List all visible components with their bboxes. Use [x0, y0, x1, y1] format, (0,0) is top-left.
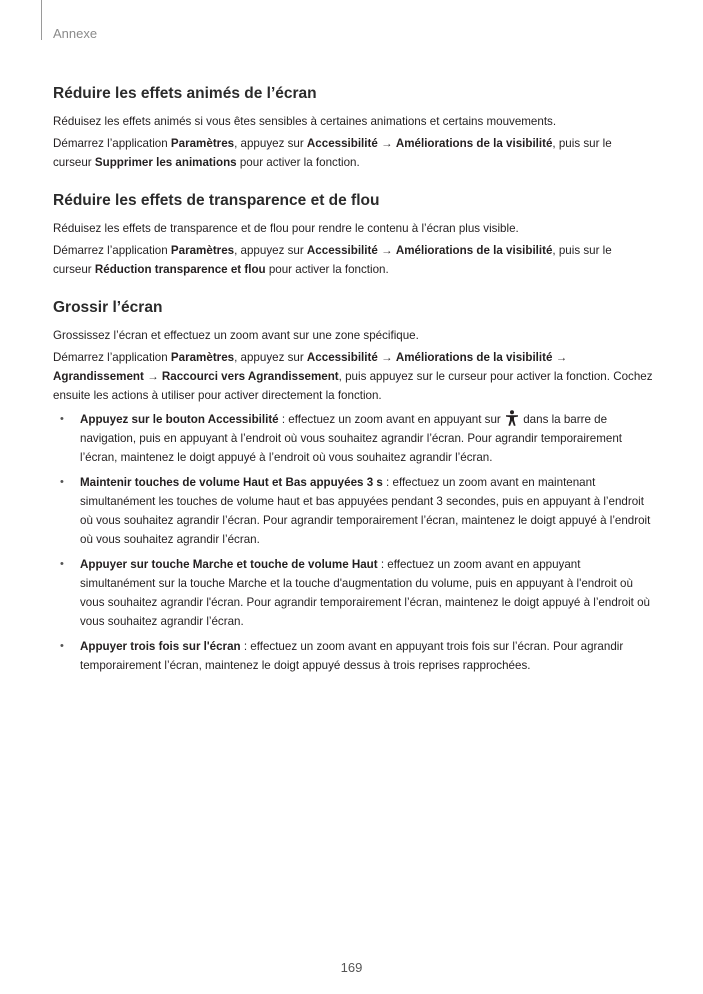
section-reduce-animations	[53, 84, 653, 172]
instruction-text: Démarrez l’application	[53, 351, 171, 364]
bullet-icon: •	[60, 476, 64, 488]
bullet-icon: •	[60, 413, 64, 425]
instruction-text: pour activer la fonction.	[265, 263, 389, 276]
menu-path-item: Paramètres	[170, 137, 235, 150]
section-intro: Réduisez les effets animés si vous êtes sensibles à certaines animations et certains mouvements.	[53, 115, 557, 128]
menu-path-item: Agrandissement	[53, 370, 144, 383]
section-instructions	[53, 134, 653, 172]
section-intro: Grossissez l’écran et effectuez un zoom avant sur une zone spécifique.	[53, 329, 419, 342]
arrow-separator: →	[377, 244, 396, 257]
page-content	[53, 84, 653, 694]
menu-path-item: Supprimer les animations	[94, 156, 237, 169]
bullet-icon: •	[60, 558, 64, 570]
menu-path-item: Réduction transparence et flou	[94, 263, 266, 276]
list-item	[53, 637, 653, 675]
section-title: Réduire les effets animés de l’écran	[53, 85, 317, 102]
instruction-text: , appuyez sur	[234, 244, 307, 257]
arrow-separator: →	[377, 137, 396, 150]
arrow-separator: →	[143, 370, 162, 383]
section-magnify-screen	[53, 298, 653, 675]
magnify-options-list	[53, 410, 653, 675]
section-title: Grossir l’écran	[53, 299, 163, 316]
menu-path-item: Raccourci vers Agrandissement	[161, 370, 339, 383]
menu-path-item: Paramètres	[170, 244, 235, 257]
instruction-text: Démarrez l’application	[53, 244, 171, 257]
section-title: Réduire les effets de transparence et de flou	[53, 192, 380, 209]
option-description: : effectuez un zoom avant en maintenant simultanément les touches de volume haut et bas appuyées pendant 3 secondes, puis en appuyant à l’endroit où vous souhaitez agrandir l’écran. Pour agrandir temporairement l’écran, maintenez le doigt appuyé à l’endroit où vous souhaitez agrandir l’écran.	[80, 476, 651, 546]
option-name: Appuyer sur touche Marche et touche de volume Haut	[80, 558, 378, 571]
instruction-text: , puis appuyez sur le curseur pour activer la fonction. Cochez ensuite les actions à utiliser pour activer directement la fonction.	[53, 370, 653, 402]
instruction-text: , puis sur le curseur	[53, 244, 612, 276]
instruction-text: , appuyez sur	[234, 137, 307, 150]
menu-path-item: Améliorations de la visibilité	[395, 137, 553, 150]
page-number: 169	[340, 960, 363, 975]
option-name: Maintenir touches de volume Haut et Bas appuyées 3 s	[80, 476, 383, 489]
menu-path-item: Améliorations de la visibilité	[395, 244, 553, 257]
list-item	[53, 410, 653, 467]
bullet-icon: •	[60, 640, 64, 652]
option-description: : effectuez un zoom avant en appuyant trois fois sur l’écran. Pour agrandir temporairement l’écran, maintenez le doigt appuyé dessus à trois reprises rapprochées.	[80, 640, 624, 672]
section-reduce-transparency	[53, 191, 653, 279]
option-name: Appuyez sur le bouton Accessibilité	[80, 413, 279, 426]
option-description: dans la barre de navigation, puis en appuyant à l’endroit où vous souhaitez agrandir l’écran. Pour agrandir temporairement l’écran, maintenez le doigt appuyé à l’endroit où vous souhaitez agrandir l’écran.	[80, 413, 623, 464]
section-intro: Réduisez les effets de transparence et de flou pour rendre le contenu à l’écran plus visible.	[53, 222, 519, 235]
menu-path-item: Paramètres	[170, 351, 235, 364]
instruction-text: , appuyez sur	[234, 351, 307, 364]
menu-path-item: Accessibilité	[306, 244, 378, 257]
accessibility-person-icon	[505, 410, 519, 426]
menu-path-item: Améliorations de la visibilité	[395, 351, 553, 364]
option-name: Appuyer trois fois sur l'écran	[80, 640, 241, 653]
option-description: : effectuez un zoom avant en appuyant simultanément sur la touche Marche et la touche d'augmentation du volume, puis en appuyant à l'endroit où vous souhaitez agrandir l'écran. Pour agrandir temporairement l’écran, maintenez le doigt appuyé à l’endroit où vous souhaitez agrandir l’écran.	[80, 558, 650, 628]
header-label: Annexe	[53, 26, 98, 41]
instruction-text: , puis sur le curseur	[53, 137, 612, 169]
section-instructions	[53, 241, 653, 279]
list-item	[53, 473, 653, 549]
arrow-separator: →	[552, 351, 568, 364]
section-instructions	[53, 348, 653, 405]
option-description: : effectuez un zoom avant en appuyant sur	[278, 413, 505, 426]
menu-path-item: Accessibilité	[306, 351, 378, 364]
list-item	[53, 555, 653, 631]
menu-path-item: Accessibilité	[306, 137, 378, 150]
instruction-text: Démarrez l’application	[53, 137, 171, 150]
header-divider	[41, 0, 42, 40]
arrow-separator: →	[377, 351, 396, 364]
instruction-text: pour activer la fonction.	[236, 156, 360, 169]
